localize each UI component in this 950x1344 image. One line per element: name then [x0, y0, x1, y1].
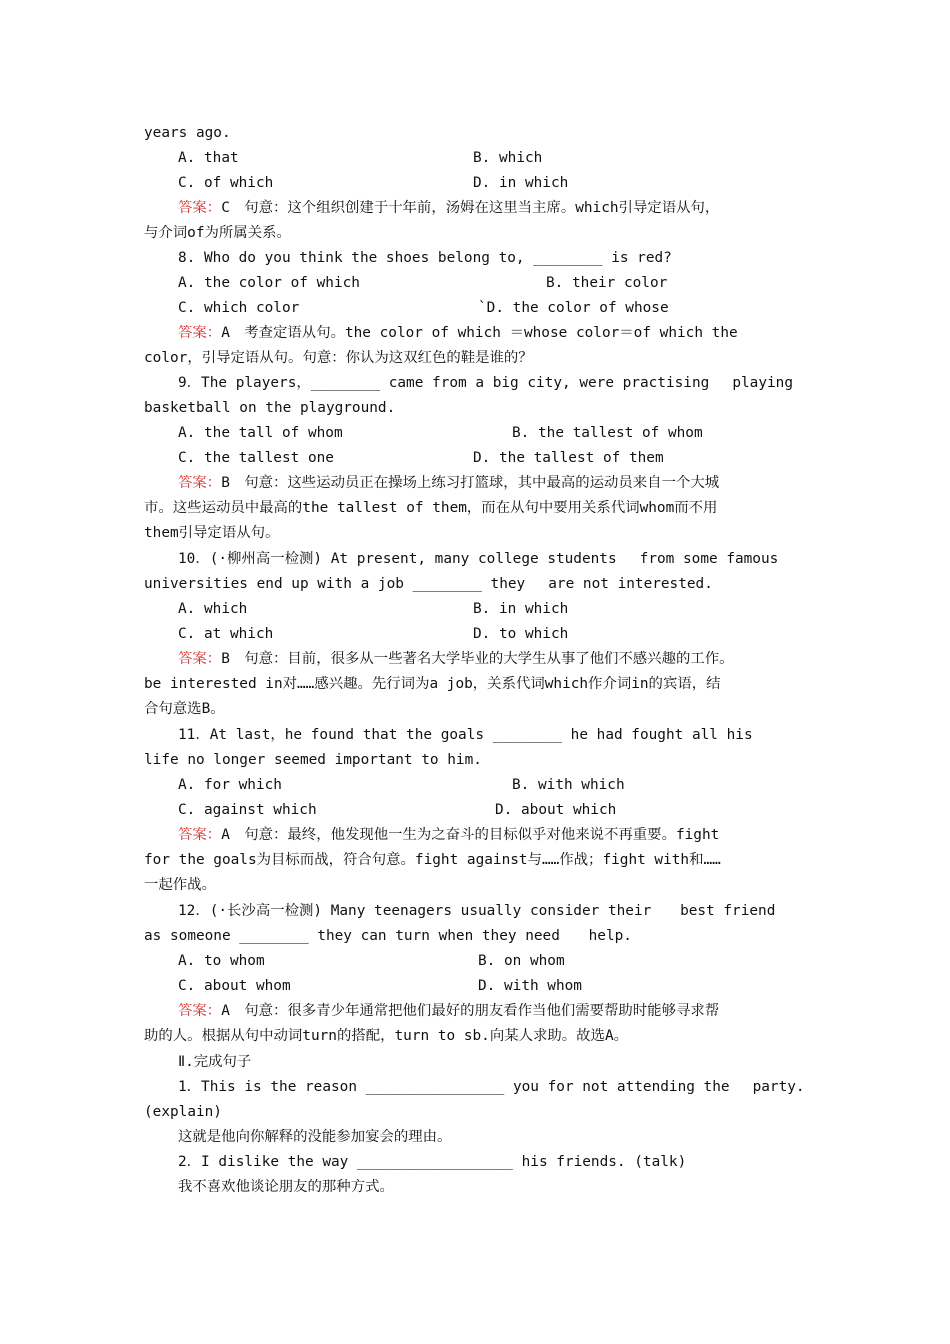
q12-option-c: C. about whom: [178, 978, 291, 994]
q8-option-b: B. their color: [546, 275, 668, 291]
q10-answer-text: B 句意：目前，很多从一些著名大学毕业的大学生从事了他们不感兴趣的工作。: [221, 651, 734, 667]
q7-option-d: D. in which: [473, 175, 569, 191]
q10-option-c: C. at which: [178, 626, 274, 642]
q12-option-b: B. on whom: [478, 953, 565, 969]
q10-answer-cont: be interested in对……感兴趣。先行词为a job，关系代词which作介词in的宾语，结: [144, 676, 721, 692]
q10-stem: 10．(·柳州高一检测) At present, many college students from some famous: [178, 551, 779, 567]
q10-answer-cont-2: 合句意选B。: [144, 701, 225, 717]
answer-label: 答案：: [178, 827, 222, 843]
q11-answer: [178, 823, 810, 848]
q10-option-d: D. to which: [473, 626, 569, 642]
q8-answer-text: A 考查定语从句。the color of which ＝whose color＝of which the: [221, 325, 738, 341]
q10-answer: [178, 647, 810, 672]
answer-label: 答案：: [178, 200, 222, 216]
q7-answer: [178, 196, 810, 221]
q9-answer: [178, 471, 810, 496]
q8-answer: [178, 321, 810, 346]
q7-answer-cont: 与介词of为所属关系。: [144, 225, 291, 241]
q12-option-a: A. to whom: [178, 953, 265, 969]
q11-answer-text: A 句意：最终，他发现他一生为之奋斗的目标似乎对他来说不再重要。fight: [221, 827, 720, 843]
q7-option-b: B. which: [473, 150, 543, 166]
q11-option-c: C. against which: [178, 802, 317, 818]
q7-stem-tail: years ago.: [144, 125, 231, 141]
sentence-1-translation: 这就是他向你解释的没能参加宴会的理由。: [178, 1129, 452, 1145]
q12-answer-text: A 句意：很多青少年通常把他们最好的朋友看作当他们需要帮助时能够寻求帮: [221, 1003, 720, 1019]
q11-option-a: A. for which: [178, 777, 282, 793]
answer-label: 答案：: [178, 1003, 222, 1019]
q7-option-c: C. of which: [178, 175, 274, 191]
q11-answer-cont-2: 一起作战。: [144, 877, 216, 893]
sentence-2-stem: 2．I dislike the way __________________ his friends. (talk): [178, 1154, 687, 1170]
q10-option-b: B. in which: [473, 601, 569, 617]
sentence-2-translation: 我不喜欢他谈论朋友的那种方式。: [178, 1179, 394, 1195]
sentence-1-hint: (explain): [144, 1104, 222, 1120]
q11-option-b: B. with which: [512, 777, 625, 793]
q11-stem-cont: life no longer seemed important to him.: [144, 752, 482, 768]
q9-answer-cont-2: them引导定语从句。: [144, 525, 280, 541]
q8-option-d: `D. the color of whose: [478, 300, 669, 316]
q12-answer-cont: 助的人。根据从句中动词turn的搭配，turn to sb.向某人求助。故选A。: [144, 1028, 628, 1044]
q9-option-a: A. the tall of whom: [178, 425, 343, 441]
q10-option-a: A. which: [178, 601, 248, 617]
q11-answer-cont: for the goals为目标而战，符合句意。fight against与……作战；fight with和……: [144, 852, 721, 868]
q7-option-a: A. that: [178, 150, 239, 166]
q12-stem: 12．(·长沙高一检测) Many teenagers usually consider their best friend: [178, 903, 776, 919]
q9-option-c: C. the tallest one: [178, 450, 334, 466]
q8-option-c: C. which color: [178, 300, 300, 316]
answer-label: 答案：: [178, 651, 222, 667]
q12-answer: [178, 999, 810, 1024]
q8-option-a: A. the color of which: [178, 275, 360, 291]
q11-stem: 11．At last，he found that the goals ________ he had fought all his: [178, 727, 753, 743]
q9-stem: 9．The players，________ came from a big city, were practising playing: [178, 375, 793, 391]
sentence-1-stem: 1．This is the reason ________________ you for not attending the party.: [178, 1079, 805, 1095]
q9-stem-cont: basketball on the playground.: [144, 400, 396, 416]
q12-stem-cont: as someone ________ they can turn when they need help.: [144, 928, 632, 944]
section-title: Ⅱ.完成句子: [178, 1054, 252, 1070]
q8-answer-cont: color，引导定语从句。句意：你认为这双红色的鞋是谁的？: [144, 350, 533, 366]
q12-option-d: D. with whom: [478, 978, 582, 994]
q7-answer-text: C 句意：这个组织创建于十年前，汤姆在这里当主席。which引导定语从句，: [221, 200, 720, 216]
answer-label: 答案：: [178, 325, 222, 341]
q10-stem-cont: universities end up with a job ________ they are not interested.: [144, 576, 713, 592]
q9-option-d: D. the tallest of them: [473, 450, 664, 466]
q9-answer-cont: 市。这些运动员中最高的the tallest of them，而在从句中要用关系代词whom而不用: [144, 500, 718, 516]
q11-option-d: D. about which: [495, 802, 617, 818]
answer-label: 答案：: [178, 475, 222, 491]
q8-stem: 8. Who do you think the shoes belong to, ________ is red?: [178, 250, 672, 266]
q9-option-b: B. the tallest of whom: [512, 425, 703, 441]
q9-answer-text: B 句意：这些运动员正在操场上练习打篮球，其中最高的运动员来自一个大城: [221, 475, 720, 491]
